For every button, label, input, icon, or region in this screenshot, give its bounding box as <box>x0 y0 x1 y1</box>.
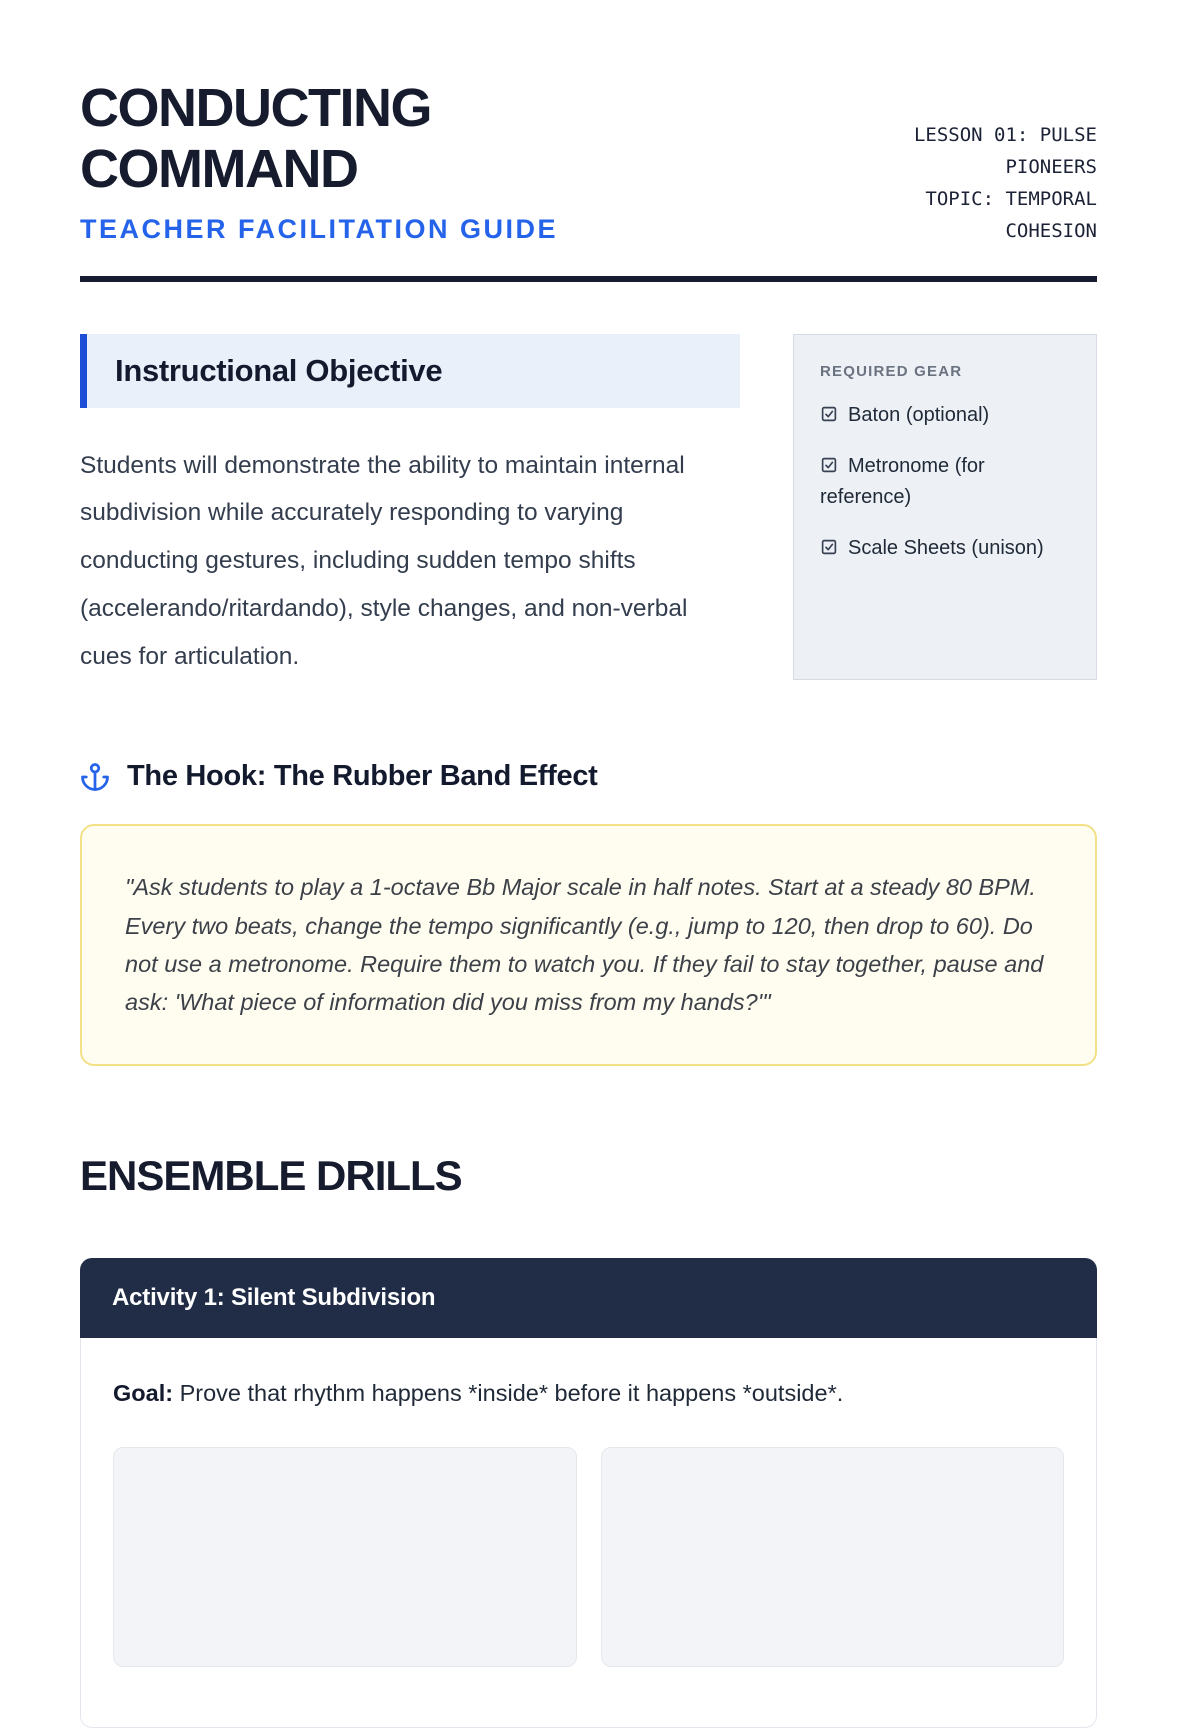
hook-section-heading <box>80 760 1097 793</box>
required-gear-heading: REQUIRED GEAR <box>820 362 963 380</box>
goal-label: Goal: <box>113 1379 174 1406</box>
goal-line <box>113 1380 1064 1407</box>
gear-item <box>820 400 1070 431</box>
meta-line: PIONEERS <box>1005 155 1097 178</box>
gear-item-label: Metronome (for reference) <box>820 454 985 508</box>
checkbox-icon <box>820 405 838 423</box>
lesson-meta <box>914 78 1097 248</box>
meta-line: COHESION <box>1005 219 1097 242</box>
drill-column-left <box>113 1447 577 1667</box>
hook-callout <box>80 824 1097 1065</box>
objective-heading-box <box>80 334 740 408</box>
meta-line: LESSON 01: PULSE <box>913 124 1097 146</box>
hook-quote: "Ask students to play a 1-octave Bb Major scale in half notes. Start at a steady 80 BPM. Every two beats, change the tempo significantly (e.g., jump to 120, then drop to 60). Do not use a metronome. Require them to watch you. If they fail to stay together, pause and ask: 'What piece of information did you miss from my hands?'" <box>125 874 1044 1016</box>
checkbox-icon <box>820 538 838 556</box>
objective-paragraph: Students will demonstrate the ability to maintain internal subdivision while accurately responding to varying conducting gestures, including sudden tempo shifts (accelerando/ritardando), style changes, and non-verbal cues for articulation. <box>80 451 688 670</box>
ensemble-drills-heading: ENSEMBLE DRILLS <box>80 1151 462 1199</box>
page-title-line-2: COMMAND <box>80 139 358 200</box>
activity-card-body <box>80 1338 1097 1728</box>
hook-heading-text: The Hook: The Rubber Band Effect <box>127 760 598 793</box>
page-title <box>80 78 558 200</box>
activity-card-header <box>80 1258 1097 1338</box>
anchor-icon <box>80 762 110 792</box>
objective-column <box>80 334 740 681</box>
gear-item-label: Scale Sheets (unison) <box>848 536 1044 559</box>
checkbox-icon <box>820 456 838 474</box>
header-divider <box>80 276 1097 282</box>
subtitle: TEACHER FACILITATION GUIDE <box>80 214 558 245</box>
activity-card <box>80 1258 1097 1728</box>
header <box>80 78 1097 248</box>
header-titles <box>80 78 558 245</box>
objective-heading: Instructional Objective <box>115 352 443 388</box>
drill-column-right <box>601 1447 1065 1667</box>
activity-title: Activity 1: Silent Subdivision <box>112 1283 436 1311</box>
gear-item <box>820 451 1070 513</box>
drill-columns <box>113 1447 1064 1667</box>
page-title-line-1: CONDUCTING <box>80 78 431 138</box>
meta-line: TOPIC: TEMPORAL <box>925 187 1097 210</box>
gear-item-label: Baton (optional) <box>848 403 990 426</box>
gear-item <box>820 533 1070 564</box>
objective-section <box>80 334 1097 681</box>
goal-text: Prove that rhythm happens *inside* before it happens *outside*. <box>179 1379 844 1406</box>
required-gear-panel <box>793 334 1097 681</box>
